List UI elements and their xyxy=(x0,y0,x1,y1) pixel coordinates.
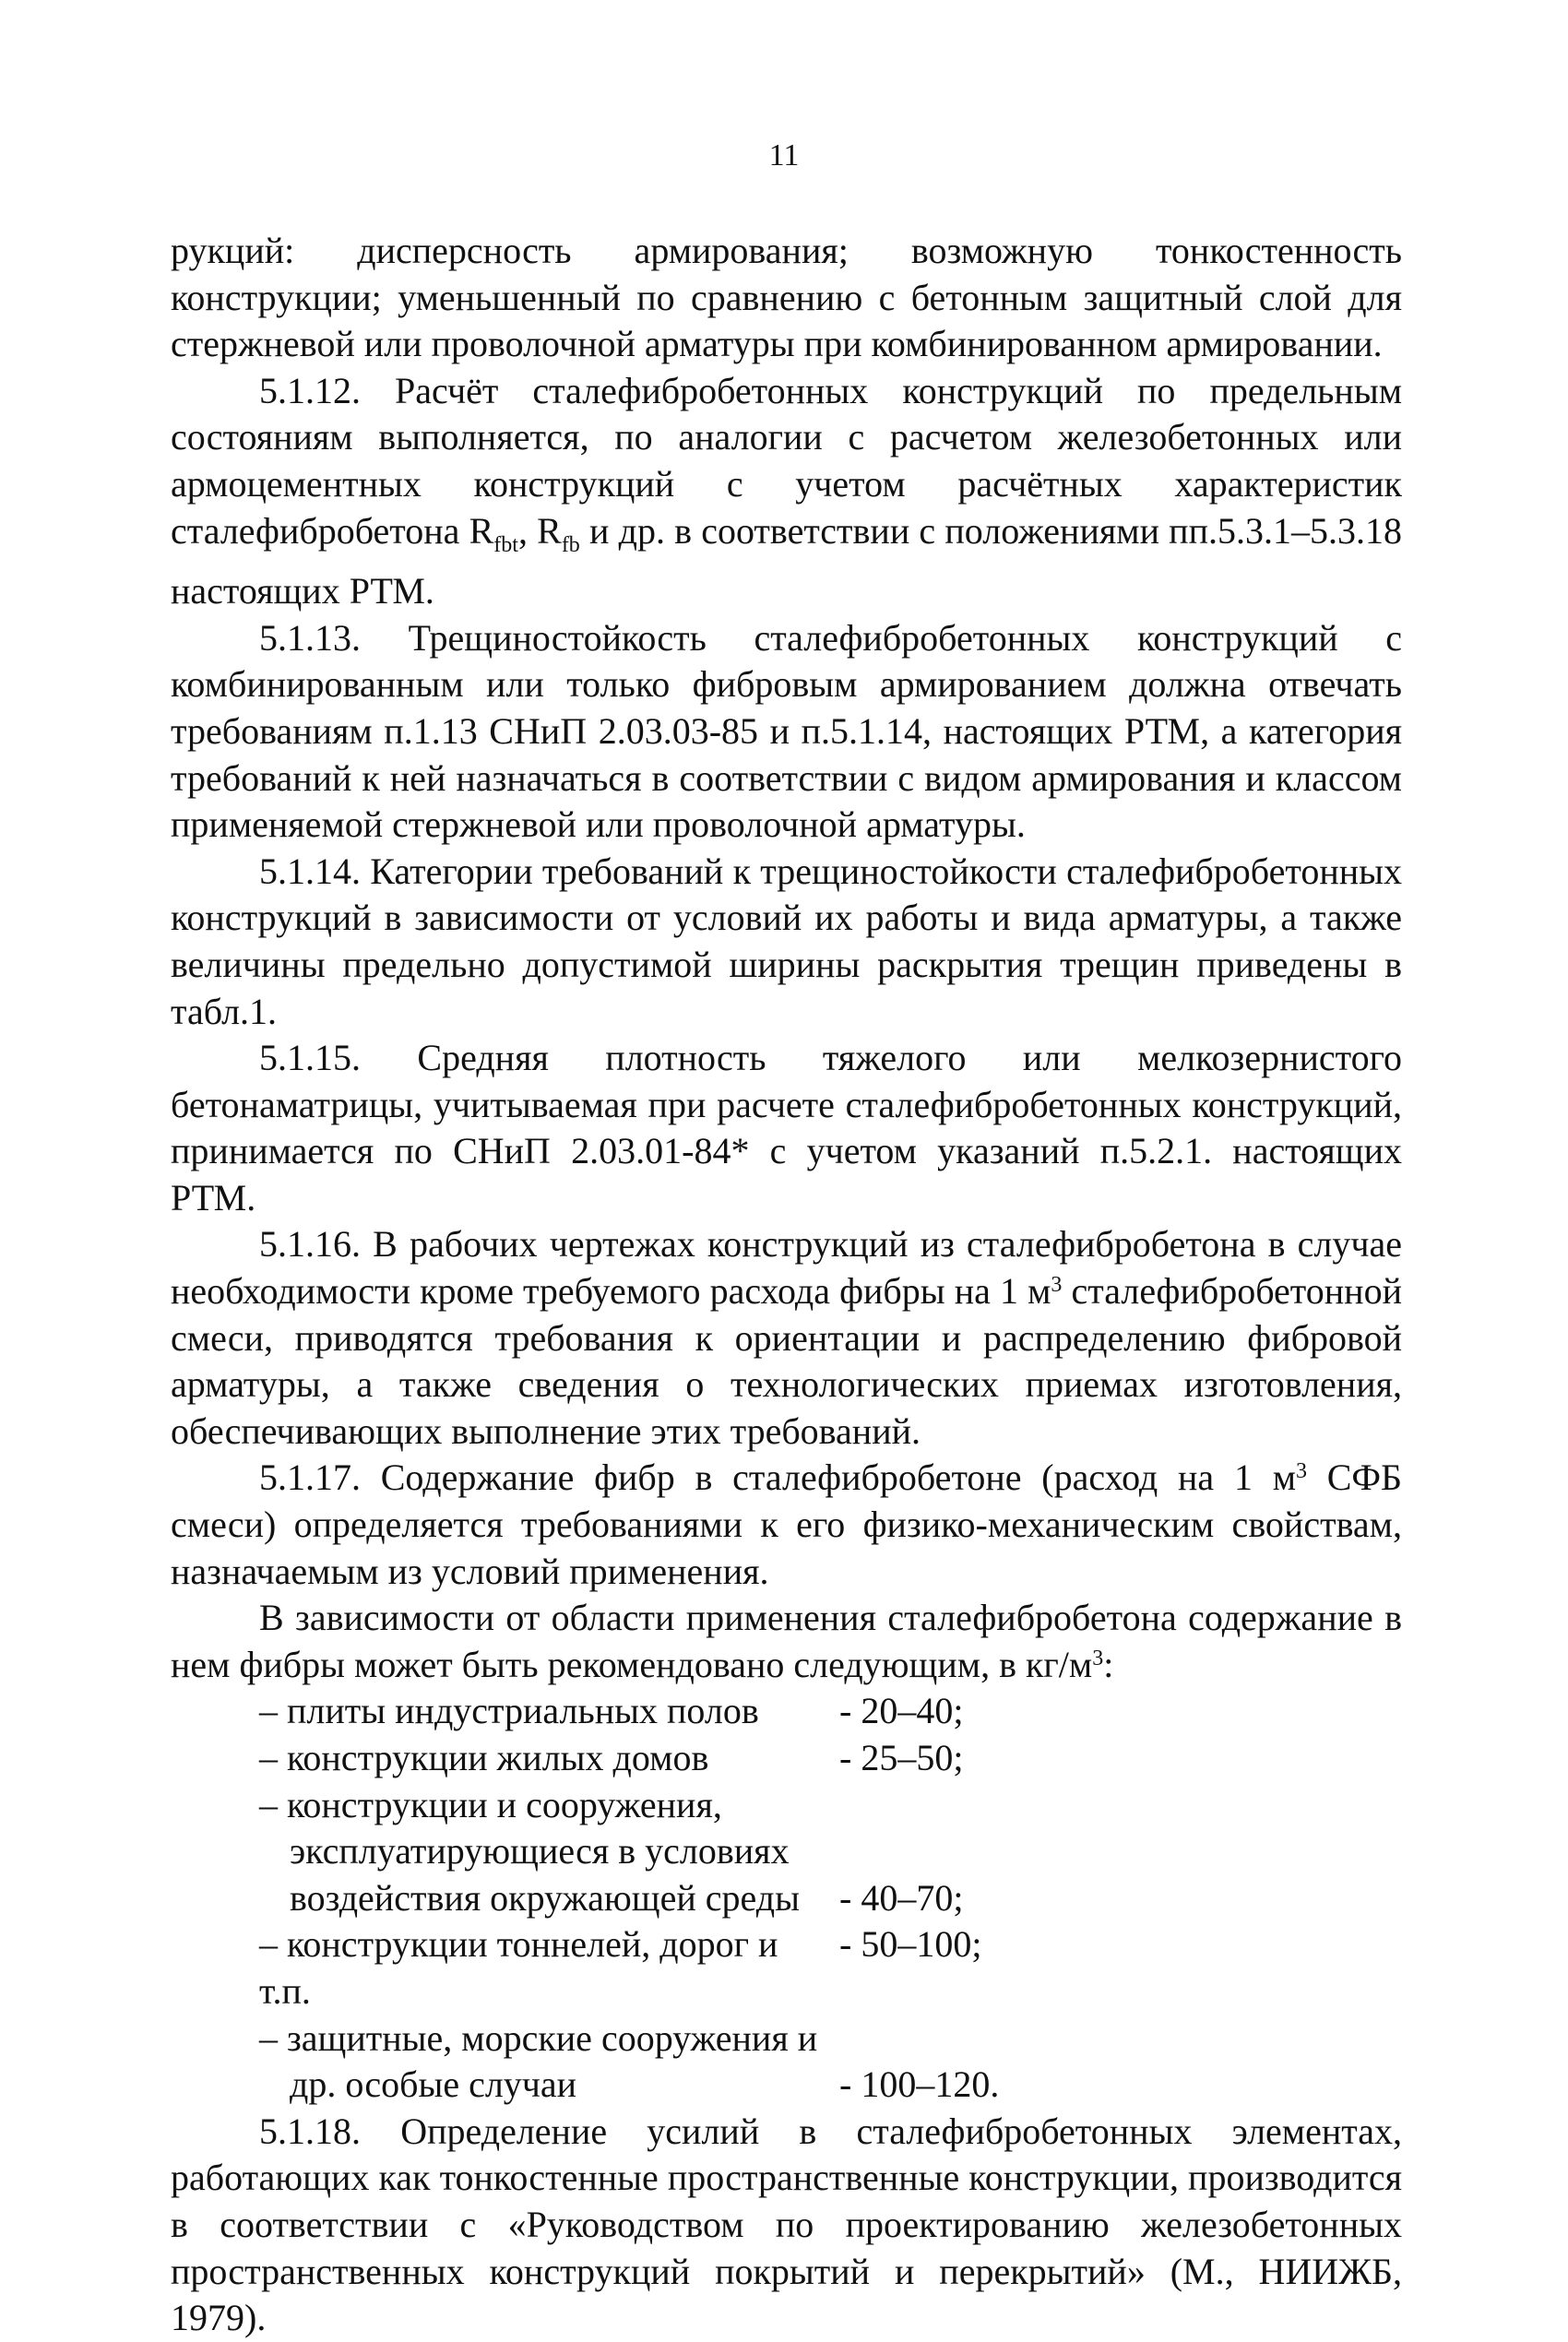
list-item: – конструкции тоннелей, дорог и т.п. - 50–100; xyxy=(259,1923,982,2012)
paragraph-5-1-12: 5.1.12. Расчёт сталефибробетонных конструкций по предельным состояниям выполняется, по аналогии с расчетом железобетонных или армоцементных конструкций с учетом расчётных характеристик сталефибробетона $R_{fbt}$, $R_{fb}$ и др. в соответствии с положениями пп.5.3.1–5.3.18 настоящих РТМ. xyxy=(171,369,1402,612)
paragraph-fiber-content-intro: В зависимости от области применения сталефибробетона содержание в нем фибры может быть рекомендовано следующим, в $кг/м^3$: xyxy=(171,1597,1402,1685)
list-item: – конструкции и сооружения, эксплуатирующиеся в условиях воздействия окружающей среды - 40–70; xyxy=(259,1783,964,1919)
list-item: – конструкции жилых домов - 25–50; xyxy=(259,1737,964,1778)
document-body xyxy=(171,228,1402,2342)
paragraph-5-1-13: 5.1.13. Трещиностойкость сталефибробетонных конструкций с комбинированным или только фибровым армированием должна отвечать требованиям п.1.13 СНиП 2.03.03-85 и п.5.1.14, настоящих РТМ, а категория требований к ней назначаться в соответствии с видом армирования и классом применяемой стержневой или проволочной арматуры. xyxy=(171,616,1402,846)
paragraph-5-1-14: 5.1.14. Категории требований к трещиностойкости сталефибробетонных конструкций в зависимости от условий их работы и вида арматуры, а также величины предельно допустимой ширины раскрытия трещин приведены в табл.1. xyxy=(171,850,1402,1032)
list-item: – плиты индустриальных полов - 20–40; xyxy=(259,1690,964,1732)
subscript-fb: fb xyxy=(561,532,580,557)
page-number: 11 xyxy=(768,138,800,172)
paragraph-continued: рукций: дисперсность армирования; возможную тонкостенность конструкции; уменьшенный по сравнению с бетонным защитный слой для стержневой или проволочной арматуры при комбинированном армировании. xyxy=(171,230,1402,365)
paragraph-5-1-17: 5.1.17. Содержание фибр в сталефибробетоне (расход на 1 $м^3$ СФБ смеси) определяется требованиями к его физико-механическим свойствам, назначаемым из условий применения. xyxy=(171,1456,1402,1592)
paragraph-5-1-15: 5.1.15. Средняя плотность тяжелого или мелкозернистого бетонаматрицы, учитываемая при расчете сталефибробетонных конструкций, принимается по СНиП 2.03.01-84* с учетом указаний п.5.2.1. настоящих РТМ. xyxy=(171,1037,1402,1219)
subscript-fbt: fbt xyxy=(493,532,518,557)
paragraph-5-1-16: 5.1.16. В рабочих чертежах конструкций из сталефибробетона в случае необходимости кроме требуемого расхода фибры на 1 $м^3$ сталефибробетонной смеси, приводятся требования к ориентации и распределению фибровой арматуры, а также сведения о технологических приемах изготовления, обеспечивающих выполнение этих требований. xyxy=(171,1223,1402,1452)
paragraph-5-1-18: 5.1.18. Определение усилий в сталефибробетонных элементах, работающих как тонкостенные пространственные конструкции, производится в соответствии с «Руководством по проектированию железобетонных пространственных конструкций покрытий и перекрытий» (М., НИИЖБ, 1979). xyxy=(171,2110,1402,2339)
fiber-content-list xyxy=(171,1688,1402,2108)
list-item: – защитные, морские сооружения и др. особые случаи - 100–120. xyxy=(259,2016,1000,2106)
